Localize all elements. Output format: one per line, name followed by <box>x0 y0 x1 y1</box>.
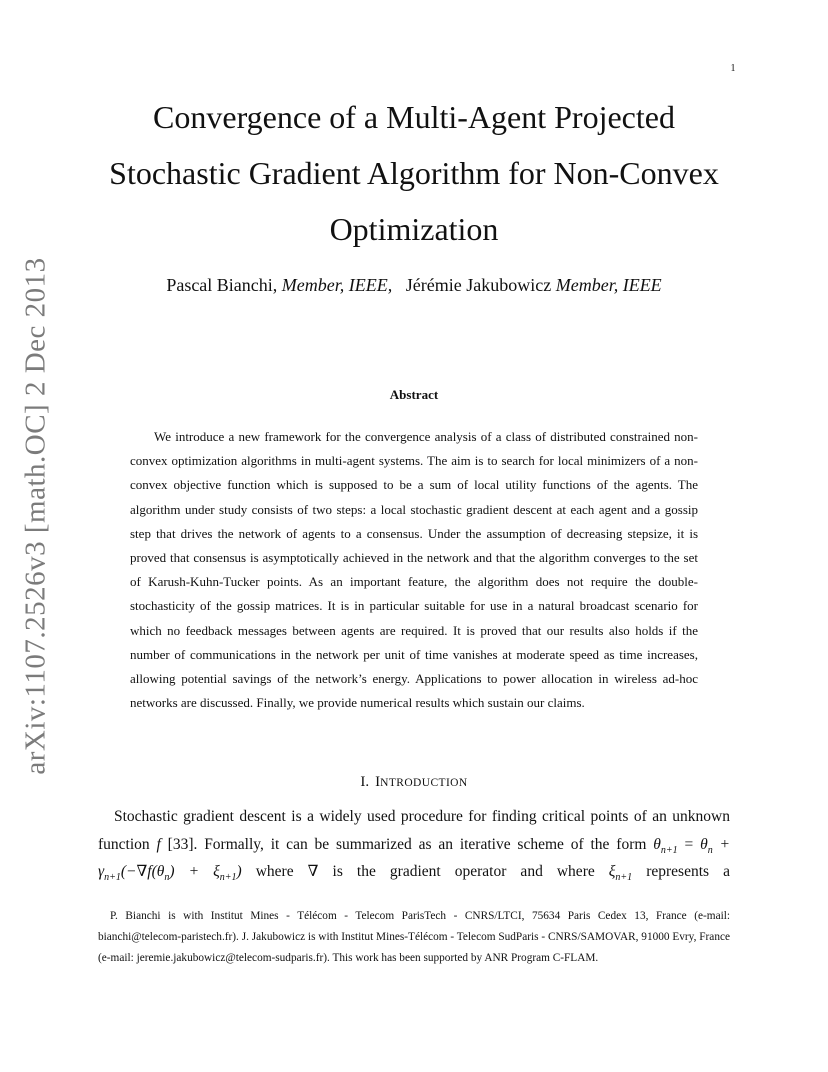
math-sub-n1: n+1 <box>660 844 678 856</box>
math-gradient-term: (−∇f(θ <box>120 863 165 880</box>
intro-text-2: [33]. Formally, it can be summarized as an iterative scheme of the form <box>160 835 654 853</box>
math-xi: ξ <box>608 863 616 880</box>
section-number: I. <box>360 774 370 790</box>
section-title-rest: NTRODUCTION <box>380 777 468 789</box>
math-sub-n: n <box>707 844 713 856</box>
abstract-heading: Abstract <box>389 387 439 402</box>
math-sub-n1-xi-2: n+1 <box>615 872 633 884</box>
section-heading-introduction <box>90 772 738 793</box>
title-line-1: Convergence of a Multi-Agent Projected <box>153 99 675 135</box>
math-theta-2: θ <box>700 835 708 853</box>
math-theta: θ <box>653 835 661 853</box>
math-sub-n-theta: n <box>164 872 170 884</box>
title-line-3: Optimization <box>329 211 499 247</box>
abstract-body: We introduce a new framework for the convergence analysis of a class of distributed constrained non-convex optimization algorithms in multi-agent systems. The aim is to search for local minimizers of a non-convex objective function which is supposed to be a sum of local utility functions of the agents. The algorithm under study consists of two steps: a local stochastic gradient descent at each agent and a gossip step that drives the network of agents to a consensus. Under the assumption of decreasing stepsize, it is proved that consensus is asymptotically achieved in the network and that the algorithm converges to the set of Karush-Kuhn-Tucker points. As an important feature, the algorithm does not require the double-stochasticity of the gossip matrices. It is in particular suitable for use in a natural broadcast scenario for which no feedback messages between agents are required. It is proved that our results also holds if the number of communications in the network per unit of time vanishes at moderate speed as time increases, allowing potential savings of the network’s energy. Applications to power allocation in wireless ad-hoc networks are discussed. Finally, we provide numerical results which sustain our claims. <box>130 429 698 711</box>
math-sub-n1-gamma: n+1 <box>104 872 121 884</box>
author-2-name: Jérémie Jakubowicz <box>405 275 552 295</box>
math-plus-gamma: + γ <box>98 835 730 880</box>
math-sub-n1-xi: n+1 <box>219 872 237 884</box>
author-list <box>90 273 738 297</box>
author-1-role: Member, IEEE, <box>281 275 393 295</box>
author-affiliation-footnote: P. Bianchi is with Institut Mines - Télécom - Telecom ParisTech - CNRS/LTCI, 75634 Paris Cedex 13, France (e-mail: bianchi@telecom-paristech.fr). J. Jakubowicz is with Institut Mines-Télécom - Telecom SudParis - CNRS/SAMOVAR, 91000 Evry, France (e-mail: jeremie.jakubowicz@telecom-sudparis.fr). This work has been supported by ANR Program C-FLAM. <box>98 910 730 964</box>
section-title-initial: I <box>375 774 381 790</box>
intro-text-4: represents a <box>632 863 730 880</box>
paper-title <box>90 89 738 257</box>
introduction-paragraph <box>98 803 730 886</box>
intro-text-3: where ∇ is the gradient operator and where <box>241 863 609 880</box>
author-2-role: Member, IEEE <box>555 275 662 295</box>
math-f: f <box>156 835 161 853</box>
page-number: 1 <box>730 63 736 74</box>
arxiv-identifier-stamp: arXiv:1107.2526v3 [math.OC] 2 Dec 2013 <box>19 257 52 775</box>
author-1-name: Pascal Bianchi, <box>166 275 278 295</box>
math-plus-xi: ) + ξ <box>169 863 220 880</box>
math-equals: = <box>677 835 701 853</box>
intro-text-1: Stochastic gradient descent is a widely used procedure for finding critical points of an unknown function <box>98 808 730 853</box>
title-line-2: Stochastic Gradient Algorithm for Non-Convex <box>109 155 719 191</box>
math-close-paren: ) <box>236 863 242 880</box>
